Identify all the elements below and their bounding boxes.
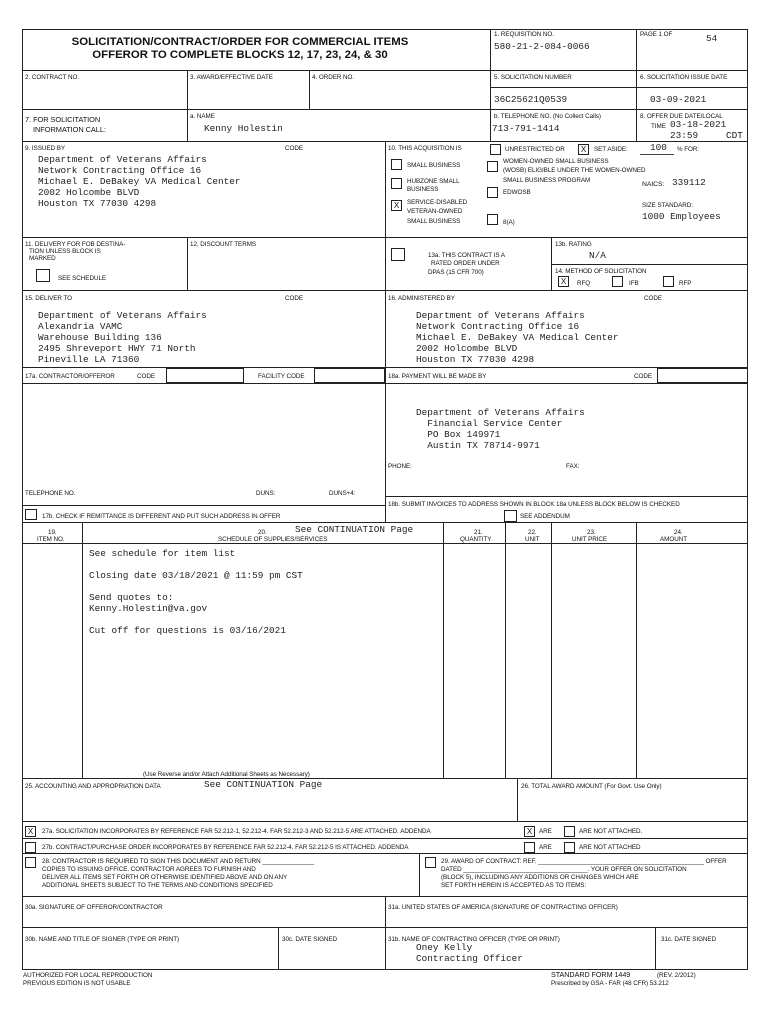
signer-name-label: 30b. NAME AND TITLE OF SIGNER (TYPE OR PRINT) bbox=[25, 936, 180, 943]
sdvosb-label: SERVICE-DISABLED bbox=[407, 199, 467, 206]
percent-for-label: % FOR: bbox=[677, 146, 700, 153]
total-award-label: 26. TOTAL AWARD AMOUNT (For Govt. Use Only) bbox=[521, 783, 662, 790]
rfp-label: RFP bbox=[679, 280, 692, 287]
rated-order-label: 13a. THIS CONTRACT IS A bbox=[428, 252, 506, 259]
payment-fax-label: FAX: bbox=[566, 463, 580, 470]
unrestricted-label: UNRESTRICTED OR bbox=[505, 146, 565, 153]
clause-27b-label: 27b. CONTRACT/PURCHASE ORDER INCORPORATES BY REFERENCE FAR 52.212-4. FAR 52.212-5 IS ATTACHED. ADDENDA bbox=[42, 844, 409, 851]
info-call-label-2: INFORMATION CALL: bbox=[33, 125, 106, 134]
sf1449-form: SOLICITATION/CONTRACT/ORDER FOR COMMERCIAL ITEMS OFFEROR TO COMPLETE BLOCKS 12, 17, 23, 24, & 30 1. REQUISITION NO. 580-21-2-084-0066 PAGE 1 OF 54 2. CONTRACT NO. 3. AWARD/EFFECTIVE DATE 4. ORDER NO. 5. SOLICITATION NUMBER 36C25621Q0539 6. SOLICITATION ISSUE DATE 03-09-2021 7. FOR SOLICITATION INFORMATION CALL: a. NAME Kenny Holestin b. TELEPHONE NO. (No Collect Calls) 713-791-1414 8. OFFER DUE DATE/LOCAL TIME 03-18-2021 23:59 CDT 9. ISSUED BY CODE Department of Veterans Affairs Network Contracting Office 16 Michael E. DeBakey VA Medical Center 2002 Holcombe BLVD Houston TX 77030 4298 10. THIS ACQUISITION IS UNRESTRICTED OR X SET ASIDE: 100 % FOR: SMALL BUSINESS HUBZONE SMALL BUSINESS X SERVICE-DISABLED VETERAN-OWNED SMALL BUSINESS WOMEN-OWNED SMALL BUSINESS (WOSB) ELIGIBLE UNDER THE WOMEN-OWNED SMALL BUSINESS PROGRAM EDWOSB 8(A) NAICS: 339112 SIZE STANDARD: 1000 Employees 11. DELIVERY FOR FOB DESTINA- TION UNLESS BLOCK IS MARKED SEE SCHEDULE 12. DISCOUNT TERMS 13a. THIS CONTRACT IS A RATED ORDER UNDER DPAS (15 CFR 700) 13b. RATING N/A 14. METHOD OF SOLICITATION X RFQ IFB RFP 15. DELIVER TO CODE Department of Veterans Affairs Alexandria VAMC Warehouse Building 136 2495 Shreveport HWY 71 North Pineville LA 71360 16. ADMINISTERED BY CODE Department of Veterans Affairs Network Contracting Office 16 Michael E. DeBakey VA Medical Center 2002 Holcombe BLVD Houston TX 77030 4298 17a. CONTRACTOR/OFFEROR CODE FACILITY CODE TELEPHONE NO. DUNS: DUNS+4: 17b. CHECK IF REMITTANCE IS DIFFERENT AND PUT SUCH ADDRESS IN OFFER 18a. PAYMENT WILL BE MADE BY CODE Department of Veterans Affairs Financial Service Center PO Box 149971 Austin TX 78714-9971 PHONE: FAX: 18b. SUBMIT INVOICES TO ADDRESS SHOWN IN BLOCK 18a UNLESS BLOCK BELOW IS CHECKED SEE ADDENDUM 19. ITEM NO. 20. See CONTINUATION Page SCHEDULE OF SUPPLIES/SERVICES 21. QUANTITY 22. UNIT 23. UNIT PRICE 24. AMOUNT See schedule for item list Closing date 03/18/2021 @ 11:59 pm CST Send quotes to: Kenny.Holestin@va.gov Cut off for questions is 03/16/2021 (Use Reverse and/or Attach Additional Sheets as Necessary) 25. ACCOUNTING AND APPROPRIATION DATA See CONTINUATION Page 26. TOTAL AWARD AMOUNT (For Govt. Use Only) X 27a. SOLICITATION INCORPORATES BY REFERENCE FAR 52.212-1, 52.212-4. FAR 52.212-3 AND 52.212-5 ARE ATTACHED. ADDENDA X ARE ARE NOT ATTACHED. 27b. CONTRACT/PURCHASE ORDER INCORPORATES BY REFERENCE FAR 52.212-4. FAR 52.212-5 IS ATTACHED. ADDENDA ARE ARE NOT ATTACHED 28. CONTRACTOR IS REQUIRED TO SIGN THIS DOCUMENT AND RETURN _______________ COPIES TO ISSUING OFFICE. CONTRACTOR AGREES TO FURNISH AND DELIVER ALL ITEMS SET FORTH OR OTHERWISE IDENTIFIED ABOVE AND ON ANY ADDITIONAL SHEETS SUBJECT TO THE TERMS AND CONDITIONS SPECIFIED 29. AWARD OF CONTRACT: REF. ________________________________________________ OFFER DATED ____________________________________. YOUR OFFER ON SOLICITATION (BLOCK 5), INCLUDING ANY ADDITIONS OR CHANGES WHICH ARE SET FORTH HEREIN IS ACCEPTED AS TO ITEMS: 30a. SIGNATURE OF OFFEROR/CONTRACTOR 31a. UNITED STATES OF AMERICA (SIGNATURE OF CONTRACTING OFFICER) 30b. NAME AND TITLE OF SIGNER (TYPE OR PRINT) 30c. DATE SIGNED 31b. NAME OF CONTRACTING OFFICER (TYPE OR PRINT) Oney Kelly Contracting Officer 31c. DATE SIGNED AUTHORIZED FOR LOCAL REPRODUCTION PREVIOUS EDITION IS NOT USABLE STANDARD FORM 1449 (REV. 2/2012) Prescribed by GSA - FAR (48 CFR) 53.212 bbox=[0, 0, 770, 1024]
award-date-label: 3. AWARD/EFFECTIVE DATE bbox=[190, 74, 273, 81]
form-border-left bbox=[22, 29, 23, 970]
offer-due-date[interactable]: 03-18-2021 bbox=[670, 119, 727, 130]
edwosb-checkbox[interactable] bbox=[487, 187, 498, 198]
form-title-line1: SOLICITATION/CONTRACT/ORDER FOR COMMERCIAL ITEMS bbox=[71, 36, 409, 48]
form-prescribed: Prescribed by GSA - FAR (48 CFR) 53.212 bbox=[551, 980, 669, 987]
submit-invoices-label: 18b. SUBMIT INVOICES TO ADDRESS SHOWN IN BLOCK 18a UNLESS BLOCK BELOW IS CHECKED bbox=[388, 501, 680, 508]
administered-by-label: 16. ADMINISTERED BY bbox=[388, 295, 455, 302]
wosb-checkbox[interactable] bbox=[487, 161, 498, 172]
rated-order-checkbox[interactable] bbox=[391, 248, 405, 261]
contact-phone[interactable]: 713-791-1414 bbox=[492, 123, 560, 134]
issue-date[interactable]: 03-09-2021 bbox=[650, 94, 707, 105]
offeror-date-label: 30c. DATE SIGNED bbox=[282, 936, 338, 943]
deliver-to-label: 15. DELIVER TO bbox=[25, 295, 73, 302]
facility-code-field[interactable] bbox=[314, 368, 385, 383]
set-aside-percent[interactable]: 100 bbox=[650, 142, 667, 153]
naics-code[interactable]: 339112 bbox=[672, 177, 706, 188]
clause-27a-checkbox[interactable]: X bbox=[25, 826, 36, 837]
deliver-to-code-label: CODE bbox=[285, 295, 303, 302]
see-schedule-checkbox[interactable] bbox=[36, 269, 50, 282]
edwosb-label: EDWOSB bbox=[503, 189, 531, 196]
size-standard[interactable]: 1000 Employees bbox=[642, 211, 721, 222]
size-standard-label: SIZE STANDARD: bbox=[642, 202, 693, 209]
issue-date-label: 6. SOLICITATION ISSUE DATE bbox=[640, 74, 728, 81]
amount-header: AMOUNT bbox=[660, 536, 687, 543]
officer-title[interactable]: Contracting Officer bbox=[416, 953, 523, 964]
contract-no-label: 2. CONTRACT NO. bbox=[25, 74, 80, 81]
offer-due-timezone: CDT bbox=[726, 130, 743, 141]
fob-label: 11. DELIVERY FOR FOB DESTINA- bbox=[25, 241, 126, 248]
clause-29-label: 29. AWARD OF CONTRACT: REF. ________________________________________________ OFFER bbox=[441, 858, 727, 865]
rating-value[interactable]: N/A bbox=[589, 250, 606, 261]
remittance-label: 17b. CHECK IF REMITTANCE IS DIFFERENT AND PUT SUCH ADDRESS IN OFFER bbox=[42, 513, 281, 520]
small-business-checkbox[interactable] bbox=[391, 159, 402, 170]
info-call-label: 7. FOR SOLICITATION bbox=[25, 115, 101, 124]
telephone-label: TELEPHONE NO. bbox=[25, 490, 76, 497]
addendum-checkbox[interactable] bbox=[504, 510, 517, 522]
clause-27a-are-not-checkbox[interactable] bbox=[564, 826, 575, 837]
offeror-signature-label: 30a. SIGNATURE OF OFFEROR/CONTRACTOR bbox=[25, 904, 163, 911]
payment-label: 18a. PAYMENT WILL BE MADE BY bbox=[388, 373, 487, 380]
payment-code-label: CODE bbox=[634, 373, 652, 380]
rfq-checkbox[interactable]: X bbox=[558, 276, 569, 287]
ifb-checkbox[interactable] bbox=[612, 276, 623, 287]
footer-previous-edition: PREVIOUS EDITION IS NOT USABLE bbox=[23, 980, 131, 987]
wosb-label: WOMEN-OWNED SMALL BUSINESS bbox=[503, 158, 609, 165]
clause-27b-checkbox[interactable] bbox=[25, 842, 36, 853]
unit-header: UNIT bbox=[525, 536, 540, 543]
addendum-label: SEE ADDENDUM bbox=[520, 513, 570, 520]
method-label: 14. METHOD OF SOLICITATION bbox=[555, 268, 647, 275]
set-aside-label: SET ASIDE: bbox=[594, 146, 628, 153]
sdvosb-checkbox[interactable]: X bbox=[391, 200, 402, 211]
discount-terms-label: 12. DISCOUNT TERMS bbox=[190, 241, 257, 248]
duns4-label: DUNS+4: bbox=[329, 490, 356, 497]
offer-due-time[interactable]: 23:59 bbox=[670, 130, 699, 141]
unrestricted-checkbox[interactable] bbox=[490, 144, 501, 155]
reverse-note: (Use Reverse and/or Attach Additional Sheets as Necessary) bbox=[143, 771, 310, 778]
offer-due-time-label: TIME bbox=[651, 123, 666, 130]
see-schedule-label: SEE SCHEDULE bbox=[58, 275, 107, 282]
ifb-label: IFB bbox=[629, 280, 639, 287]
administered-by-code-label: CODE bbox=[644, 295, 662, 302]
issued-by-label: 9. ISSUED BY bbox=[25, 145, 65, 152]
form-border-top bbox=[22, 29, 748, 30]
clause-27a-are-checkbox[interactable]: X bbox=[524, 826, 535, 837]
eight-a-label: 8(A) bbox=[503, 219, 515, 226]
eight-a-checkbox[interactable] bbox=[487, 214, 498, 225]
officer-name[interactable]: Oney Kelly bbox=[416, 942, 473, 953]
hubzone-checkbox[interactable] bbox=[391, 178, 402, 189]
naics-label: NAICS: bbox=[642, 181, 665, 188]
quantity-header: QUANTITY bbox=[460, 536, 492, 543]
set-aside-checkbox[interactable]: X bbox=[578, 144, 589, 155]
item-no-header: ITEM NO. bbox=[37, 536, 65, 543]
accounting-value[interactable]: See CONTINUATION Page bbox=[204, 779, 323, 790]
accounting-label: 25. ACCOUNTING AND APPROPRIATION DATA bbox=[25, 783, 161, 790]
hubzone-label: HUBZONE SMALL bbox=[407, 178, 460, 185]
form-revision: (REV. 2/2012) bbox=[657, 972, 696, 979]
form-number: STANDARD FORM 1449 bbox=[551, 970, 631, 979]
name-label: a. NAME bbox=[190, 113, 215, 120]
contractor-code-label: CODE bbox=[137, 373, 155, 380]
contractor-label: 17a. CONTRACTOR/OFFEROR bbox=[25, 373, 115, 380]
phone-label: b. TELEPHONE NO. (No Collect Calls) bbox=[494, 113, 601, 120]
duns-label: DUNS: bbox=[256, 490, 276, 497]
clause-28-label: 28. CONTRACTOR IS REQUIRED TO SIGN THIS DOCUMENT AND RETURN _______________ bbox=[42, 858, 315, 865]
contact-name[interactable]: Kenny Holestin bbox=[204, 123, 283, 134]
payment-phone-label: PHONE: bbox=[388, 463, 412, 470]
rating-label: 13b. RATING bbox=[555, 241, 592, 248]
contractor-code-field[interactable] bbox=[166, 368, 244, 383]
form-border-right bbox=[747, 29, 748, 970]
rfq-label: RFQ bbox=[577, 280, 591, 287]
clause-27b-are-checkbox[interactable] bbox=[524, 842, 535, 853]
solicitation-number-label: 5. SOLICITATION NUMBER bbox=[494, 74, 572, 81]
acquisition-label: 10. THIS ACQUISITION IS bbox=[388, 145, 462, 152]
rfp-checkbox[interactable] bbox=[663, 276, 674, 287]
footer-reproduction: AUTHORIZED FOR LOCAL REPRODUCTION bbox=[23, 972, 153, 979]
officer-signature-label: 31a. UNITED STATES OF AMERICA (SIGNATURE OF CONTRACTING OFFICER) bbox=[388, 904, 618, 911]
contractor-sign-checkbox[interactable] bbox=[25, 857, 36, 868]
page-label: PAGE 1 OF bbox=[640, 31, 673, 38]
requisition-label: 1. REQUISITION NO. bbox=[494, 31, 554, 38]
requisition-number[interactable]: 580-21-2-084-0066 bbox=[494, 41, 590, 52]
clause-27a-label: 27a. SOLICITATION INCORPORATES BY REFERENCE FAR 52.212-1, 52.212-4. FAR 52.212-3 AND 52.212-5 ARE ATTACHED. ADDENDA bbox=[42, 828, 431, 835]
schedule-header: SCHEDULE OF SUPPLIES/SERVICES bbox=[218, 536, 328, 543]
small-business-label: SMALL BUSINESS bbox=[407, 162, 461, 169]
order-no-label: 4. ORDER NO. bbox=[312, 74, 355, 81]
page-count: 54 bbox=[706, 33, 718, 44]
offer-due-label: 8. OFFER DUE DATE/LOCAL bbox=[640, 113, 723, 120]
remittance-checkbox[interactable] bbox=[25, 509, 37, 520]
payment-code-field[interactable] bbox=[657, 368, 748, 383]
award-checkbox[interactable] bbox=[425, 857, 436, 868]
clause-27b-are-not-checkbox[interactable] bbox=[564, 842, 575, 853]
schedule-continuation: See CONTINUATION Page bbox=[295, 524, 414, 535]
issued-by-code-label: CODE bbox=[285, 145, 303, 152]
officer-date-label: 31c. DATE SIGNED bbox=[661, 936, 717, 943]
officer-name-label: 31b. NAME OF CONTRACTING OFFICER (TYPE OR PRINT) bbox=[388, 936, 560, 943]
facility-code-label: FACILITY CODE bbox=[258, 373, 305, 380]
form-title-line2: OFFEROR TO COMPLETE BLOCKS 12, 17, 23, 24, & 30 bbox=[92, 49, 388, 61]
solicitation-number[interactable]: 36C25621Q0539 bbox=[494, 94, 568, 105]
unit-price-header: UNIT PRICE bbox=[572, 536, 608, 543]
